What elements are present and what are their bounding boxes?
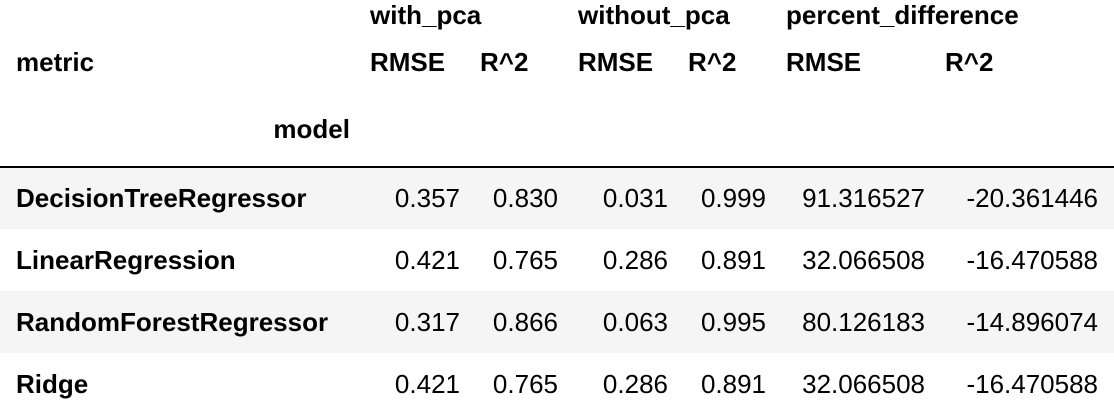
cell-r2-without-pca: 0.995 (700, 306, 767, 337)
cell-rmse-with-pca: 0.421 (394, 368, 460, 399)
header-row-index (0, 93, 1114, 167)
header-blank (568, 93, 678, 167)
cell-rmse-with-pca: 0.357 (394, 183, 460, 213)
cell-r2-percent-difference: -16.470588 (966, 368, 1099, 399)
cell-r2-without-pca: 0.891 (700, 368, 767, 399)
header-row-groups (0, 0, 1114, 31)
cell-r2-percent-difference: -20.361446 (966, 183, 1099, 213)
cell-r2-without-pca: 0.891 (700, 244, 767, 275)
row-label: RandomForestRegressor (16, 306, 329, 337)
row-label: Ridge (16, 368, 89, 399)
header-blank (678, 93, 776, 167)
metric-label: metric (16, 46, 95, 77)
cell-r2-percent-difference: -14.896074 (966, 306, 1099, 337)
group-header-without-pca: without_pca (578, 0, 730, 30)
cell-r2-without-pca: 0.999 (700, 183, 767, 213)
cell-rmse-with-pca: 0.317 (394, 306, 460, 337)
table-row (0, 167, 1114, 229)
subheader-rmse-percent-difference: RMSE (786, 46, 862, 77)
cell-rmse-percent-difference: 32.066508 (802, 244, 926, 275)
subheader-r2-percent-difference: R^2 (945, 46, 994, 77)
row-label: LinearRegression (16, 244, 236, 275)
subheader-rmse-without-pca: RMSE (578, 46, 654, 77)
header-blank (360, 93, 470, 167)
group-header-percent-difference: percent_difference (786, 0, 1019, 30)
header-blank (470, 93, 568, 167)
cell-r2-with-pca: 0.765 (492, 244, 558, 275)
cell-rmse-without-pca: 0.286 (602, 368, 668, 399)
header-blank (0, 0, 360, 31)
cell-r2-with-pca: 0.830 (492, 183, 558, 213)
cell-rmse-without-pca: 0.063 (602, 306, 668, 337)
table-row (0, 291, 1114, 353)
cell-r2-with-pca: 0.765 (492, 368, 558, 399)
cell-rmse-without-pca: 0.031 (602, 183, 668, 213)
table-row (0, 229, 1114, 291)
cell-rmse-percent-difference: 91.316527 (802, 183, 926, 213)
index-label: model (0, 93, 360, 167)
cell-r2-with-pca: 0.866 (492, 306, 558, 337)
header-row-metrics (0, 31, 1114, 93)
table-row (0, 353, 1114, 415)
header-blank (935, 93, 1114, 167)
table-header (0, 0, 1114, 167)
row-label: DecisionTreeRegressor (16, 183, 307, 213)
cell-rmse-percent-difference: 32.066508 (802, 368, 926, 399)
cell-rmse-without-pca: 0.286 (602, 244, 668, 275)
cell-rmse-with-pca: 0.421 (394, 244, 460, 275)
subheader-r2-with-pca: R^2 (480, 46, 529, 77)
cell-rmse-percent-difference: 80.126183 (802, 306, 926, 337)
header-blank (776, 93, 935, 167)
subheader-rmse-with-pca: RMSE (370, 46, 446, 77)
table-body (0, 167, 1114, 415)
subheader-r2-without-pca: R^2 (688, 46, 737, 77)
cell-r2-percent-difference: -16.470588 (966, 244, 1099, 275)
group-header-with-pca: with_pca (370, 0, 482, 30)
